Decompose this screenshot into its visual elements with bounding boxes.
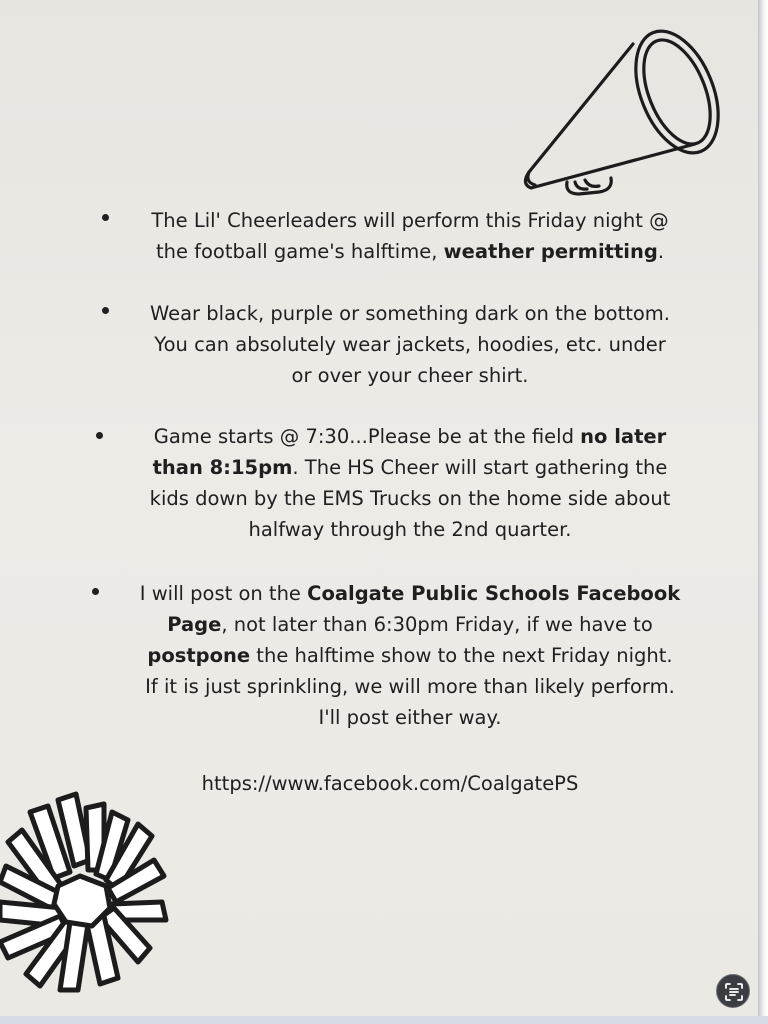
bullet-item-performance — [110, 205, 710, 267]
text-scan-icon — [724, 982, 744, 1002]
window-edge — [758, 0, 768, 1024]
body-text: Game starts @ 7:30...Please be at the field — [153, 425, 581, 448]
bold-text: postpone — [147, 644, 251, 667]
bullet-marker — [96, 432, 103, 439]
bullet-line — [110, 452, 710, 483]
bullet-item-game-time — [110, 421, 710, 545]
bullet-line — [110, 329, 710, 360]
body-text: . The HS Cheer will start gathering the — [292, 456, 668, 479]
body-text: Wear black, purple or something dark on the bottom. — [149, 302, 671, 325]
bullet-marker — [102, 214, 109, 221]
bullet-line — [110, 514, 710, 545]
bullet-line — [110, 298, 710, 329]
bullet-line — [110, 609, 710, 640]
bold-text: no later — [580, 425, 667, 448]
body-text: . — [657, 240, 665, 263]
megaphone-icon — [515, 22, 730, 202]
bullet-line — [110, 483, 710, 514]
window-bottom-edge — [0, 1016, 768, 1024]
bullet-line — [110, 205, 710, 236]
body-text: halfway through the 2nd quarter. — [248, 518, 572, 541]
bullet-item-attire — [110, 298, 710, 391]
body-text: I'll post either way. — [318, 706, 502, 729]
bullet-line — [110, 360, 710, 391]
bold-text: Page — [167, 613, 222, 636]
body-text: I will post on the — [139, 582, 308, 605]
bold-text: weather permitting — [443, 240, 658, 263]
bold-text: Coalgate Public Schools Facebook — [307, 582, 681, 605]
body-text: or over your cheer shirt. — [291, 364, 529, 387]
body-text: If it is just sprinkling, we will more than likely perform. — [145, 675, 675, 698]
pompom-icon — [0, 790, 185, 995]
bullet-line — [110, 702, 710, 733]
body-text: the halftime show to the next Friday night. — [250, 644, 673, 667]
bold-text: than 8:15pm — [152, 456, 293, 479]
body-text: You can absolutely wear jackets, hoodies, etc. under — [154, 333, 666, 356]
body-text: kids down by the EMS Trucks on the home side about — [149, 487, 671, 510]
facebook-url: https://www.facebook.com/CoalgatePS — [201, 772, 579, 795]
bullet-marker — [102, 307, 109, 314]
body-text: The Lil' Cheerleaders will perform this Friday night @ — [151, 209, 669, 232]
bullet-line — [110, 236, 710, 267]
bullet-item-weather-update — [110, 578, 710, 733]
bullet-line — [110, 578, 710, 609]
text-scan-button[interactable] — [716, 974, 750, 1008]
body-text: the football game's halftime, — [155, 240, 444, 263]
bullet-line — [110, 671, 710, 702]
bullet-marker — [92, 588, 99, 595]
body-text: , not later than 6:30pm Friday, if we have to — [221, 613, 653, 636]
bullet-line — [110, 421, 710, 452]
bullet-line — [110, 640, 710, 671]
